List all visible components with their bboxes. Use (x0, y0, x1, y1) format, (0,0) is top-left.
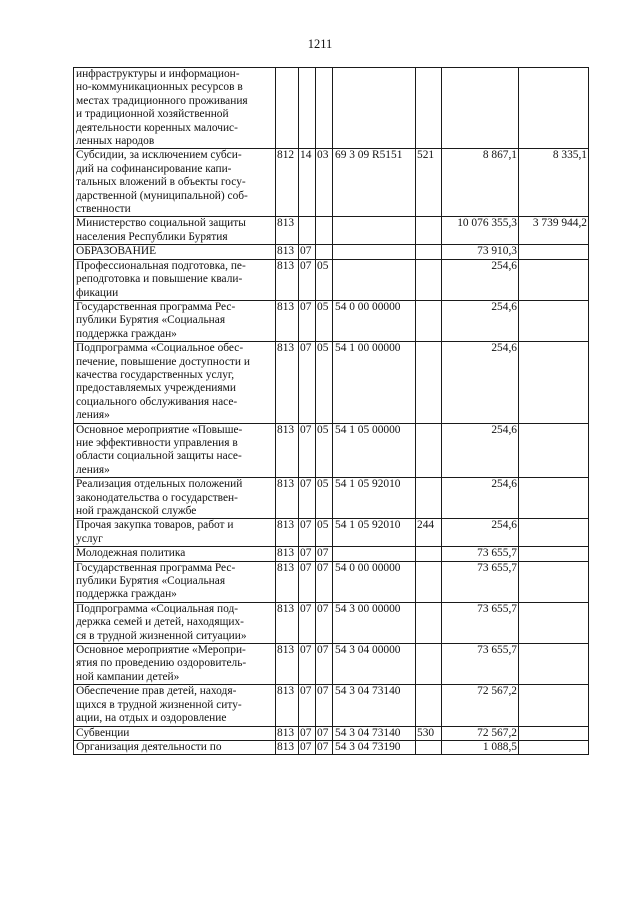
item-name-line: ственности (76, 203, 131, 216)
item-name-line: социального обслуживания насе- (76, 395, 238, 408)
item-name-cell (74, 547, 276, 561)
section-cell: 07 (299, 726, 316, 740)
item-name-cell (74, 561, 276, 602)
target-article-cell (333, 217, 416, 245)
target-article-cell: 54 1 05 92010 (333, 519, 416, 547)
section-cell: 07 (299, 547, 316, 561)
item-name-line: услуг (76, 532, 103, 545)
item-name-line: законодательства о государствен- (76, 491, 238, 504)
item-name-cell (74, 644, 276, 685)
item-name-line: Государственная программа Рес- (76, 561, 236, 574)
item-name-line: Профессиональная подготовка, пе- (76, 259, 246, 272)
grbs-cell (276, 68, 299, 149)
expense-type-cell (416, 259, 442, 300)
subsection-cell: 07 (316, 685, 333, 726)
item-name-line: ятия по проведению оздоровитель- (76, 657, 247, 670)
amount-subvention-cell: 3 739 944,2 (519, 217, 589, 245)
amount-cell: 73 655,7 (442, 644, 519, 685)
expense-type-cell (416, 644, 442, 685)
item-name-line: ления» (76, 463, 110, 476)
target-article-cell: 54 3 04 00000 (333, 644, 416, 685)
item-name-cell (74, 423, 276, 478)
amount-cell: 73 655,7 (442, 602, 519, 643)
amount-subvention-cell (519, 547, 589, 561)
item-name-line: качества государственных услуг, (76, 368, 235, 381)
item-name-line: дий на софинансирование капи- (76, 162, 232, 175)
grbs-cell: 813 (276, 300, 299, 341)
item-name-line: ся в трудной жизненной ситуации» (76, 629, 247, 642)
grbs-cell: 813 (276, 342, 299, 423)
item-name-cell (74, 685, 276, 726)
table-row (74, 644, 589, 685)
expense-type-cell: 521 (416, 149, 442, 217)
amount-subvention-cell (519, 602, 589, 643)
section-cell: 07 (299, 423, 316, 478)
table-row (74, 602, 589, 643)
grbs-cell: 813 (276, 602, 299, 643)
item-name-cell (74, 726, 276, 740)
item-name-cell (74, 519, 276, 547)
subsection-cell: 05 (316, 423, 333, 478)
grbs-cell: 813 (276, 740, 299, 754)
amount-subvention-cell (519, 644, 589, 685)
amount-cell: 73 910,3 (442, 245, 519, 259)
item-name-cell (74, 478, 276, 519)
table-row (74, 685, 589, 726)
section-cell: 07 (299, 519, 316, 547)
target-article-cell: 54 1 05 92010 (333, 478, 416, 519)
expense-type-cell (416, 68, 442, 149)
table-row (74, 149, 589, 217)
expense-type-cell (416, 217, 442, 245)
table-row (74, 547, 589, 561)
section-cell (299, 68, 316, 149)
item-name-line: Основное мероприятие «Повыше- (76, 423, 243, 436)
item-name-cell (74, 245, 276, 259)
target-article-cell (333, 547, 416, 561)
amount-subvention-cell (519, 478, 589, 519)
item-name-line: Обеспечение прав детей, находя- (76, 685, 237, 698)
expense-type-cell (416, 300, 442, 341)
table-row (74, 300, 589, 341)
item-name-cell (74, 217, 276, 245)
grbs-cell: 813 (276, 423, 299, 478)
amount-cell: 254,6 (442, 342, 519, 423)
item-name-cell (74, 602, 276, 643)
expense-type-cell: 530 (416, 726, 442, 740)
item-name-line: Государственная программа Рес- (76, 300, 236, 313)
target-article-cell: 54 0 00 00000 (333, 561, 416, 602)
expense-type-cell: 244 (416, 519, 442, 547)
subsection-cell (316, 217, 333, 245)
grbs-cell: 813 (276, 685, 299, 726)
item-name-line: предоставляемых учреждениями (76, 382, 236, 395)
item-name-line: но-коммуникационных ресурсов в (76, 81, 243, 94)
section-cell: 14 (299, 149, 316, 217)
item-name-line: поддержка граждан» (76, 327, 177, 340)
grbs-cell: 813 (276, 478, 299, 519)
grbs-cell: 813 (276, 726, 299, 740)
amount-subvention-cell (519, 245, 589, 259)
subsection-cell: 07 (316, 561, 333, 602)
grbs-cell: 813 (276, 245, 299, 259)
expense-type-cell (416, 602, 442, 643)
item-name-line: держка семей и детей, находящих- (76, 616, 244, 629)
expense-type-cell (416, 740, 442, 754)
item-name-line: местах традиционного проживания (76, 94, 248, 107)
amount-cell: 72 567,2 (442, 685, 519, 726)
subsection-cell (316, 245, 333, 259)
item-name-line: Молодежная политика (76, 547, 186, 560)
grbs-cell: 813 (276, 519, 299, 547)
item-name-line: ОБРАЗОВАНИЕ (76, 245, 157, 258)
amount-subvention-cell (519, 519, 589, 547)
section-cell: 07 (299, 300, 316, 341)
item-name-line: ленных народов (76, 135, 155, 148)
item-name-line: области социальной защиты насе- (76, 450, 242, 463)
amount-cell: 1 088,5 (442, 740, 519, 754)
subsection-cell: 07 (316, 547, 333, 561)
target-article-cell: 54 3 04 73140 (333, 685, 416, 726)
amount-subvention-cell (519, 423, 589, 478)
expense-type-cell (416, 342, 442, 423)
grbs-cell: 813 (276, 561, 299, 602)
expense-type-cell (416, 547, 442, 561)
grbs-cell: 813 (276, 217, 299, 245)
table-row (74, 259, 589, 300)
subsection-cell: 07 (316, 644, 333, 685)
amount-subvention-cell (519, 342, 589, 423)
table-row (74, 68, 589, 149)
subsection-cell: 05 (316, 519, 333, 547)
amount-subvention-cell (519, 300, 589, 341)
item-name-line: фикации (76, 286, 119, 299)
target-article-cell (333, 68, 416, 149)
item-name-line: Прочая закупка товаров, работ и (76, 519, 234, 532)
target-article-cell: 54 3 04 73190 (333, 740, 416, 754)
amount-subvention-cell (519, 740, 589, 754)
target-article-cell: 54 0 00 00000 (333, 300, 416, 341)
table-row (74, 561, 589, 602)
item-name-line: Субвенции (76, 726, 130, 739)
item-name-line: Подпрограмма «Социальное обес- (76, 342, 244, 355)
amount-cell: 254,6 (442, 259, 519, 300)
item-name-line: щихся в трудной жизненной ситу- (76, 698, 242, 711)
amount-cell: 10 076 355,3 (442, 217, 519, 245)
item-name-line: Субсидии, за исключением субси- (76, 149, 242, 162)
amount-subvention-cell (519, 259, 589, 300)
grbs-cell: 813 (276, 259, 299, 300)
table-row (74, 726, 589, 740)
section-cell: 07 (299, 602, 316, 643)
section-cell: 07 (299, 245, 316, 259)
target-article-cell: 54 3 00 00000 (333, 602, 416, 643)
expense-type-cell (416, 245, 442, 259)
subsection-cell: 07 (316, 726, 333, 740)
section-cell: 07 (299, 342, 316, 423)
item-name-line: ации, на отдых и оздоровление (76, 712, 227, 725)
amount-cell: 8 867,1 (442, 149, 519, 217)
amount-cell: 254,6 (442, 300, 519, 341)
expense-type-cell (416, 478, 442, 519)
amount-cell: 73 655,7 (442, 547, 519, 561)
section-cell: 07 (299, 478, 316, 519)
subsection-cell: 03 (316, 149, 333, 217)
item-name-line: Реализация отдельных положений (76, 478, 243, 491)
item-name-line: дарственной (муниципальной) соб- (76, 189, 248, 202)
amount-subvention-cell (519, 68, 589, 149)
expense-type-cell (416, 685, 442, 726)
amount-cell: 73 655,7 (442, 561, 519, 602)
item-name-cell (74, 259, 276, 300)
item-name-line: и традиционной хозяйственной (76, 108, 229, 121)
grbs-cell: 813 (276, 547, 299, 561)
expense-type-cell (416, 561, 442, 602)
grbs-cell: 813 (276, 644, 299, 685)
subsection-cell: 05 (316, 300, 333, 341)
amount-cell: 254,6 (442, 478, 519, 519)
amount-cell: 254,6 (442, 519, 519, 547)
target-article-cell (333, 259, 416, 300)
page-number: 1211 (307, 37, 333, 51)
amount-cell: 254,6 (442, 423, 519, 478)
amount-subvention-cell (519, 685, 589, 726)
subsection-cell: 05 (316, 342, 333, 423)
subsection-cell: 05 (316, 259, 333, 300)
amount-cell (442, 68, 519, 149)
grbs-cell: 812 (276, 149, 299, 217)
section-cell: 07 (299, 685, 316, 726)
item-name-line: ние эффективности управления в (76, 436, 238, 449)
amount-subvention-cell (519, 726, 589, 740)
section-cell: 07 (299, 740, 316, 754)
target-article-cell: 54 3 04 73140 (333, 726, 416, 740)
item-name-line: инфраструктуры и информацион- (76, 68, 240, 80)
item-name-line: печение, повышение доступности и (76, 355, 250, 368)
table-row (74, 740, 589, 754)
item-name-line: тальных вложений в объекты госу- (76, 176, 246, 189)
item-name-line: Подпрограмма «Социальная под- (76, 602, 239, 615)
table-row (74, 342, 589, 423)
section-cell (299, 217, 316, 245)
amount-subvention-cell (519, 561, 589, 602)
item-name-line: ления» (76, 409, 110, 422)
item-name-line: ной гражданской службе (76, 505, 197, 517)
subsection-cell (316, 68, 333, 149)
table-row (74, 245, 589, 259)
table-row (74, 217, 589, 245)
item-name-line: поддержка граждан» (76, 588, 177, 601)
target-article-cell: 54 1 05 00000 (333, 423, 416, 478)
item-name-line: ной кампании детей» (76, 670, 180, 683)
amount-subvention-cell: 8 335,1 (519, 149, 589, 217)
target-article-cell: 54 1 00 00000 (333, 342, 416, 423)
item-name-line: Организация деятельности по (76, 740, 222, 753)
item-name-line: деятельности коренных малочис- (76, 121, 238, 134)
item-name-line: населения Республики Бурятия (76, 230, 228, 243)
item-name-line: реподготовка и повышение квали- (76, 273, 243, 286)
item-name-cell (74, 342, 276, 423)
target-article-cell: 69 3 09 R5151 (333, 149, 416, 217)
item-name-cell (74, 149, 276, 217)
table-body (74, 68, 589, 755)
subsection-cell: 07 (316, 740, 333, 754)
budget-table (73, 67, 589, 755)
item-name-line: Министерство социальной защиты (76, 217, 246, 230)
table-row (74, 478, 589, 519)
item-name-line: публики Бурятия «Социальная (76, 314, 226, 327)
item-name-line: публики Бурятия «Социальная (76, 575, 226, 588)
section-cell: 07 (299, 644, 316, 685)
item-name-line: Основное мероприятие «Меропри- (76, 644, 246, 657)
item-name-cell (74, 68, 276, 149)
target-article-cell (333, 245, 416, 259)
expense-type-cell (416, 423, 442, 478)
table-row (74, 519, 589, 547)
item-name-cell (74, 740, 276, 754)
item-name-cell (74, 300, 276, 341)
subsection-cell: 05 (316, 478, 333, 519)
section-cell: 07 (299, 259, 316, 300)
subsection-cell: 07 (316, 602, 333, 643)
amount-cell: 72 567,2 (442, 726, 519, 740)
section-cell: 07 (299, 561, 316, 602)
table-row (74, 423, 589, 478)
